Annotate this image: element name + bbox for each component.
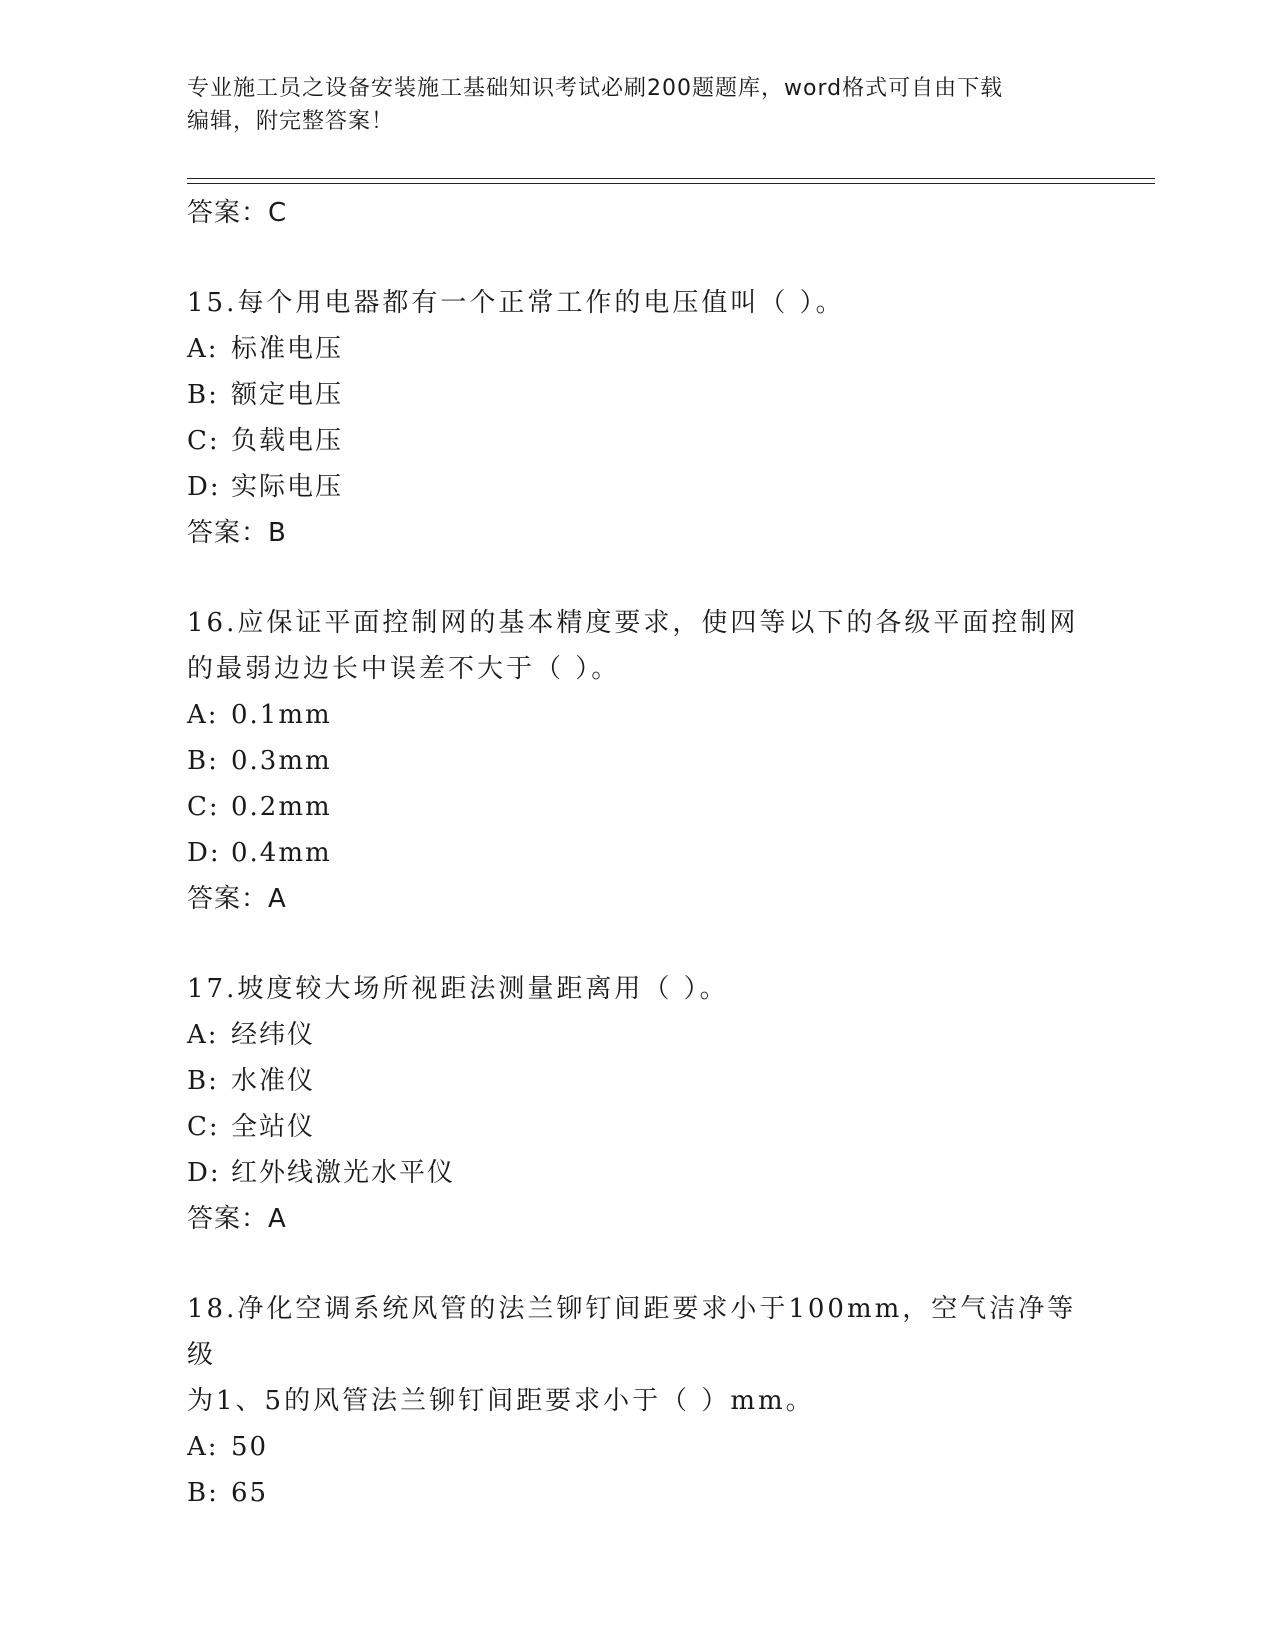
option-letter: B: [187,1066,219,1096]
option-text: 50 [231,1432,269,1462]
option-item [187,1470,1087,1516]
option-letter: C: [187,792,220,822]
answer-prefix: 答案： [187,884,269,914]
option-item [187,692,1087,738]
option-letter: A: [187,334,219,364]
answer-line [187,1196,1087,1242]
answer-line [187,510,1087,556]
header-divider-bottom [187,183,1155,184]
answer-prefix: 答案： [187,1204,269,1234]
header-divider-top [187,178,1155,179]
option-text: 实际电压 [231,472,344,502]
question-block [187,600,1087,922]
answer-value: A [268,1204,287,1234]
option-item [187,738,1087,784]
option-text: 全站仪 [231,1112,316,1142]
question-text: 16.应保证平面控制网的基本精度要求，使四等以下的各级平面控制网 [187,608,1079,638]
option-letter: D: [187,472,221,502]
question-text: 17.坡度较大场所视距法测量距离用（ ）。 [187,974,729,1004]
question-block [187,966,1087,1242]
option-item [187,784,1087,830]
option-text: 65 [231,1478,269,1508]
answer-prefix: 答案： [187,518,269,548]
question-text: 18.净化空调系统风管的法兰铆钉间距要求小于100mm，空气洁净等级 [187,1294,1077,1370]
option-text: 0.4mm [231,838,332,868]
option-letter: B: [187,1478,219,1508]
answer-value: A [268,884,287,914]
question-text: 为1、5的风管法兰铆钉间距要求小于（ ）mm。 [187,1386,815,1416]
option-letter: D: [187,838,221,868]
option-item [187,1424,1087,1470]
option-letter: A: [187,1020,219,1050]
option-item [187,1104,1087,1150]
question-block [187,1286,1087,1516]
answer-value: C [268,198,288,228]
answer-value: B [268,518,287,548]
option-letter: A: [187,1432,219,1462]
option-text: 水准仪 [231,1066,316,1096]
option-text: 标准电压 [231,334,344,364]
option-text: 额定电压 [231,380,344,410]
option-text: 0.2mm [231,792,332,822]
option-letter: A: [187,700,219,730]
previous-answer [187,190,1087,236]
option-item [187,326,1087,372]
option-letter: C: [187,426,220,456]
option-text: 0.3mm [231,746,332,776]
option-letter: C: [187,1112,220,1142]
option-item [187,418,1087,464]
option-letter: D: [187,1158,221,1188]
option-item [187,372,1087,418]
option-item [187,830,1087,876]
document-header [187,72,1087,138]
header-line-2: 编辑，附完整答案！ [187,109,395,134]
option-text: 红外线激光水平仪 [231,1158,456,1188]
option-text: 经纬仪 [231,1020,316,1050]
answer-line [187,876,1087,922]
option-letter: B: [187,746,219,776]
question-text: 15.每个用电器都有一个正常工作的电压值叫（ ）。 [187,288,845,318]
option-item [187,464,1087,510]
question-list [187,190,1087,1516]
question-text: 的最弱边边长中误差不大于（ ）。 [187,654,621,684]
option-letter: B: [187,380,219,410]
header-line-1: 专业施工员之设备安装施工基础知识考试必刷200题题库，word格式可自由下载 [187,76,1004,101]
option-item [187,1058,1087,1104]
option-item [187,1150,1087,1196]
option-text: 负载电压 [231,426,344,456]
answer-prefix: 答案： [187,198,269,228]
option-item [187,1012,1087,1058]
option-text: 0.1mm [231,700,332,730]
question-block [187,280,1087,556]
